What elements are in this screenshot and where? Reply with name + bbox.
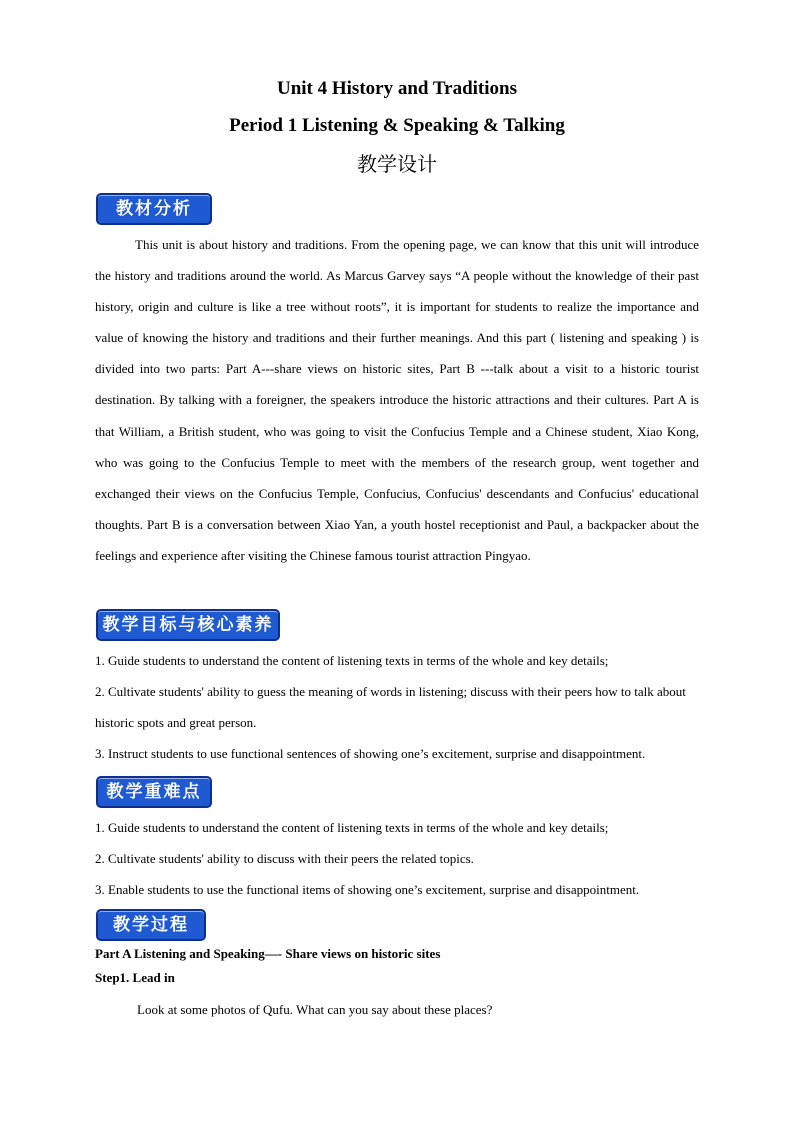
key-points-list bbox=[95, 812, 701, 905]
list-item: 2. Cultivate students' ability to discuss with their peers the related topics. bbox=[95, 851, 474, 866]
badge-key-points: 教学重难点 bbox=[96, 776, 212, 808]
design-title: 教学设计 bbox=[357, 152, 437, 176]
objectives-list bbox=[95, 645, 701, 769]
list-item: 3. Enable students to use the functional items of showing one’s excitement, surprise and disappointment. bbox=[95, 882, 640, 897]
list-item: 1. Guide students to understand the content of listening texts in terms of the whole and key details; bbox=[95, 653, 609, 668]
part-a-heading: Part A Listening and Speaking—- Share views on historic sites bbox=[95, 946, 441, 961]
analysis-paragraph: This unit is about history and traditions. From the opening page, we can know that this unit will introduce the history and traditions around the world. As Marcus Garvey says “A people without the knowledge of their past history, origin and culture is like a tree without roots”, it is important for students to realize the importance and value of knowing the history and traditions and their further meanings. And this part ( listening and speaking ) is divided into two parts: Part A---share views on historic sites, Part B ---talk about a visit to a historic tourist destination. By talking with a foreigner, the speakers introduce the historic attractions and their cultures. Part A is that William, a British student, who was going to visit the Confucius Temple and a Chinese student, Xiao Kong, who was going to the Confucius Temple to meet with the members of the research group, went together and exchanged their views on the Confucius Temple, Confucius, Confucius' descendants and Confucius' educational thoughts. Part B is a conversation between Xiao Yan, a youth hostel receptionist and Paul, a backpacker about the feelings and experience after visiting the Chinese famous tourist attraction Pingyao. bbox=[95, 237, 699, 563]
step1-text: Look at some photos of Qufu. What can you say about these places? bbox=[137, 1002, 493, 1017]
badge-teaching-process: 教学过程 bbox=[96, 909, 206, 941]
document-header bbox=[0, 70, 794, 184]
badge-material-analysis: 教材分析 bbox=[96, 193, 212, 225]
list-item: 3. Instruct students to use functional sentences of showing one’s excitement, surprise and disappointment. bbox=[95, 746, 646, 761]
unit-title: Unit 4 History and Traditions bbox=[276, 78, 517, 99]
period-title: Period 1 Listening & Speaking & Talking bbox=[229, 115, 565, 136]
list-item: 1. Guide students to understand the content of listening texts in terms of the whole and key details; bbox=[95, 820, 609, 835]
list-item: 2. Cultivate students' ability to guess the meaning of words in listening; discuss with their peers how to talk about historic spots and great person. bbox=[95, 684, 686, 730]
step1-heading: Step1. Lead in bbox=[95, 970, 175, 985]
badge-objectives: 教学目标与核心素养 bbox=[96, 609, 280, 641]
